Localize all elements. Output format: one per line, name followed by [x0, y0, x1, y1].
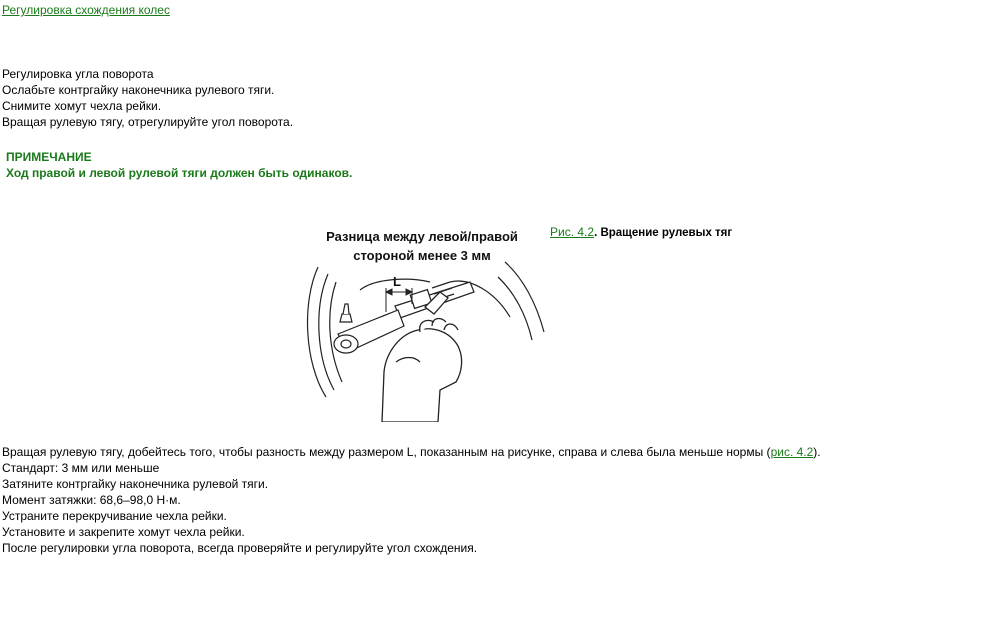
wheel-alignment-link[interactable]: Регулировка схождения колес [2, 3, 170, 17]
figure-label-line1: Разница между левой/правой [326, 229, 518, 244]
intro-line: Ослабьте контргайку наконечника рулевого тяги. [2, 83, 275, 97]
intro-line: Регулировка угла поворота [2, 67, 154, 81]
intro-line: Снимите хомут чехла рейки. [2, 99, 162, 113]
dimension-label: L [393, 274, 401, 289]
note-title: ПРИМЕЧАНИЕ [6, 150, 92, 164]
step-line: Устраните перекручивание чехла рейки. [2, 509, 227, 523]
step-line: Момент затяжки: 68,6–98,0 Н·м. [2, 493, 181, 507]
steering-rod-illustration [300, 222, 545, 422]
step-line: Затяните контргайку наконечника рулевой тяги. [2, 477, 269, 491]
step-line: Стандарт: 3 мм или меньше [2, 461, 160, 475]
step-line: Установите и закрепите хомут чехла рейки. [2, 525, 245, 539]
steering-rod-figure [300, 222, 545, 422]
figure-caption-text: . Вращение рулевых тяг [594, 227, 733, 239]
note-text: Ход правой и левой рулевой тяги должен быть одинаков. [6, 166, 353, 180]
figure-4-2-link[interactable]: Рис. 4.2 [550, 225, 595, 239]
adjustment-steps [2, 444, 821, 556]
figure-caption [550, 225, 732, 240]
figure-reference-link[interactable]: рис. 4.2 [770, 445, 814, 459]
intro-line: Вращая рулевую тягу, отрегулируйте угол поворота. [2, 115, 294, 129]
step-line-with-link [2, 444, 821, 460]
intro-instructions [2, 66, 293, 130]
step-text-end: ). [813, 445, 821, 459]
note-block [6, 149, 352, 181]
step-text: Вращая рулевую тягу, добейтесь того, чтобы разность между размером L, показанным на рисунке, справа и слева была меньше нормы ( [2, 445, 771, 459]
step-line: После регулировки угла поворота, всегда проверяйте и регулируйте угол схождения. [2, 541, 478, 555]
figure-label-line2: стороной менее 3 мм [353, 248, 491, 263]
